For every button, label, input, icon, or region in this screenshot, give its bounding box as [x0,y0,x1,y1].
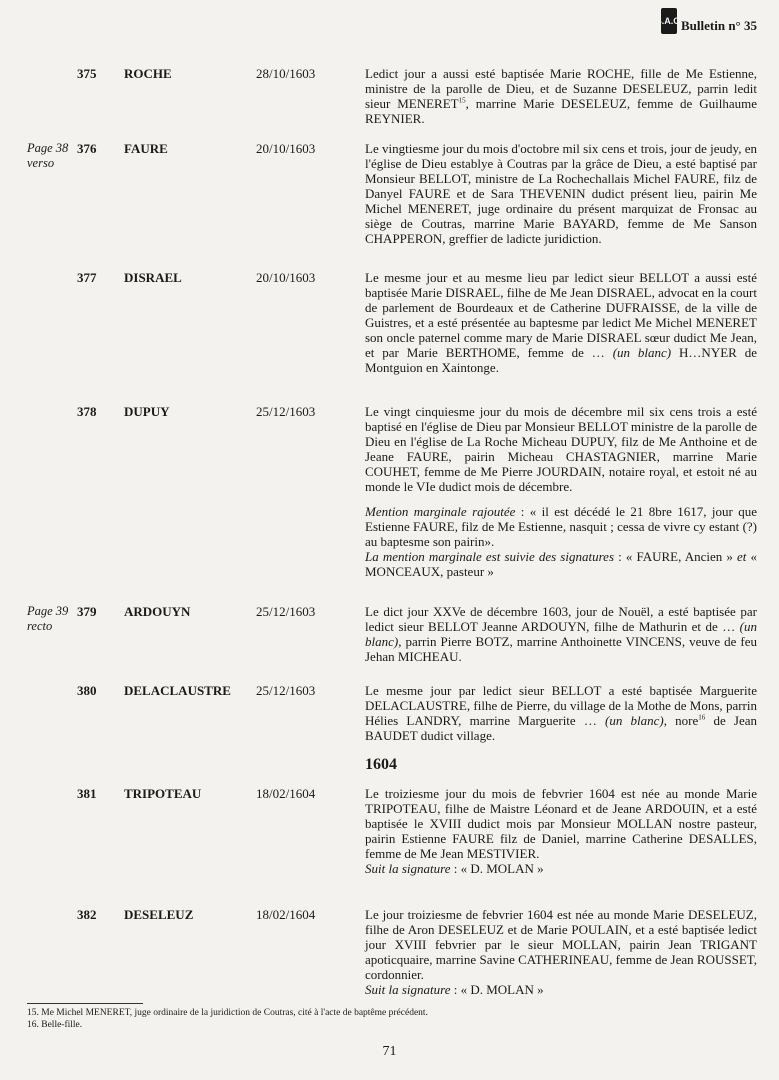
entry-date: 20/10/1603 [256,270,316,285]
society-logo: S.A.C. [661,8,677,34]
page-ref: Page 38 verso [27,141,69,170]
entry-number: 377 [77,270,97,285]
entry-number: 375 [77,66,97,81]
marginal-mention: Mention marginale rajoutée : « il est décédé le 21 8bre 1617, jour que Estienne FAURE, filz de Me Estienne, nasquit ; cessa de vivre cy estant (?) au baptesme son pairin». [365,504,757,549]
page-ref: Page 39 recto [27,604,69,633]
bulletin-label: Bulletin n° 35 [681,18,757,33]
footnote-ref: 16 [698,713,706,722]
entry-surname: ROCHE [124,66,172,81]
entry-text: Le vingtiesme jour du mois d'octobre mil six cens et trois, jour de jeudy, en l'église de Dieu establye à Coutras par la grâce de Dieu, a esté baptisé par Monsieur BELLOT, ministre de La Rochechallais Michel FAURE, filz de Danyel FAURE et de Sara THEVENIN dudict présent lieu, pairin Me Michel MENERET, juge ordinaire du présent marquizat de Fronsac au siège de Coutras, marrine Marie BAYARD, femme de Me Sanson CHAPPERON, greffier de ladicte juridiction. [365,141,757,246]
year-heading: 1604 [365,756,397,773]
entry-text: Le jour troiziesme de febvrier 1604 est née au monde Marie DESELEUZ, filhe de Aron DESELEUZ et de Marie POULAIN, et a esté baptisée ledict jour XVIII febvrier par le sieur MOLLAN, pairin Jean TRIGANT apoticquaire, marrine Savine CATHERINEAU, femme de Jean ROUSSET, cordonnier. Suit la signature : « D. MOLAN » [365,907,757,997]
entry-text: Ledict jour a aussi esté baptisée Marie ROCHE, fille de Me Estienne, ministre de la parolle de Dieu, et de Suzanne DESELEUZ, parrin ledit sieur MENERET$^{15}$, marrine Marie DESELEUZ, femme de Guilhaume REYNIER. [365,66,757,126]
entry-text: Le vingt cinquiesme jour du mois de décembre mil six cens trois a esté baptisé en l'église de Dieu par Monsieur BELLOT ministre de la parolle de Dieu en l'église de La Roche Micheau DUPUY, filz de Me Anthoine et de Jeane FAURE, pairin Micheau CHASTAGNIER, marrine Marie COUHET, femme de Me Pierre JOURDAIN, notaire royal, et estoit né au monde le VIe dudict mois de décembre. Mention marginale rajoutée : « il est décédé le 21 8bre 1617, jour que Estienne FAURE, filz de Me Estienne, nasquit ; cessa de vivre cy estant (?) au baptesme son pairin». La mention marginale est suivie des signatures : « FAURE, Ancien » et « MONCEAUX, pasteur » [365,404,758,579]
entry-number: 378 [77,404,97,419]
entry-number: 380 [77,683,97,698]
entry-date: 18/02/1604 [256,907,316,922]
entry-surname: DUPUY [124,404,170,419]
footnote-16: 16. Belle-fille. [27,1020,83,1030]
entry-date: 25/12/1603 [256,404,316,419]
footnote-divider [27,1003,143,1004]
entry-surname: DESELEUZ [124,907,194,922]
entry-date: 18/02/1604 [256,786,316,801]
entry-date: 20/10/1603 [256,141,316,156]
marginal-signatures: La mention marginale est suivie des signatures : « FAURE, Ancien » et « MONCEAUX, pasteur » [365,549,758,579]
entry-surname: FAURE [124,141,168,156]
footnote-15: 15. Me Michel MENERET, juge ordinaire de la juridiction de Coutras, cité à l'acte de baptême précédent. [27,1008,428,1018]
footnotes [27,1003,727,1031]
entry-date: 25/12/1603 [256,604,316,619]
entry-date: 28/10/1603 [256,66,316,81]
entry-surname: DELACLAUSTRE [124,683,231,698]
page-number: 71 [382,1044,397,1059]
footnote-ref: 15 [458,96,466,105]
signature-note: Suit la signature : « D. MOLAN » [365,861,544,876]
signature-note: Suit la signature : « D. MOLAN » [365,982,544,997]
entry-text: Le mesme jour et au mesme lieu par ledict sieur BELLOT a aussi esté baptisée Marie DISRAEL, filhe de Me Jean DISRAEL, advocat en la court de parlement de Bourdeaux et de Catherine DUFRAISSE, de la ville de Guistres, et a esté présentée au baptesme par ledict Me Michel MENERET son oncle paternel comme mary de Marie DISRAEL sœur dudict Me Jean, et par Marie BERTHOME, femme de … (un blanc) H…NYER de Montguion en Xaintonge. [365,270,757,375]
entry-date: 25/12/1603 [256,683,316,698]
entry-surname: TRIPOTEAU [124,786,202,801]
entry-text: Le troiziesme jour du mois de febvrier 1604 est née au monde Marie TRIPOTEAU, filhe de Maistre Léonard et de Jeane ARDOUIN, et a esté baptisée le XVIII dudict mois par Monsieur MOLLAN nostre pasteur, pairin Estienne FAURE filz de Daniel, marrine Catherine DESALLES, femme de Me Jean MESTIVIER. Suit la signature : « D. MOLAN » [365,786,757,876]
entry-text: Le dict jour XXVe de décembre 1603, jour de Nouël, a esté baptisée par ledict sieur BELLOT Jeanne ARDOUYN, filhe de Mathurin et de … (un blanc), parrin Pierre BOTZ, marrine Anthoinette VINCENS, veuve de feu Jehan MICHEAU. [365,604,757,664]
entry-surname: DISRAEL [124,270,182,285]
entry-surname: ARDOUYN [124,604,191,619]
entry-text: Le mesme jour par ledict sieur BELLOT a esté baptisée Marguerite DELACLAUSTRE, filhe de Pierre, du village de la Mothe de Mons, parrin Hélies LANDRY, marrine Marguerite … (un blanc), nore$^{16}$ de Jean BAUDET dudict village. [365,683,757,743]
entry-number: 381 [77,786,97,801]
page-header [655,8,757,34]
entry-number: 379 [77,604,97,619]
entry-number: 376 [77,141,97,156]
entry-number: 382 [77,907,97,922]
